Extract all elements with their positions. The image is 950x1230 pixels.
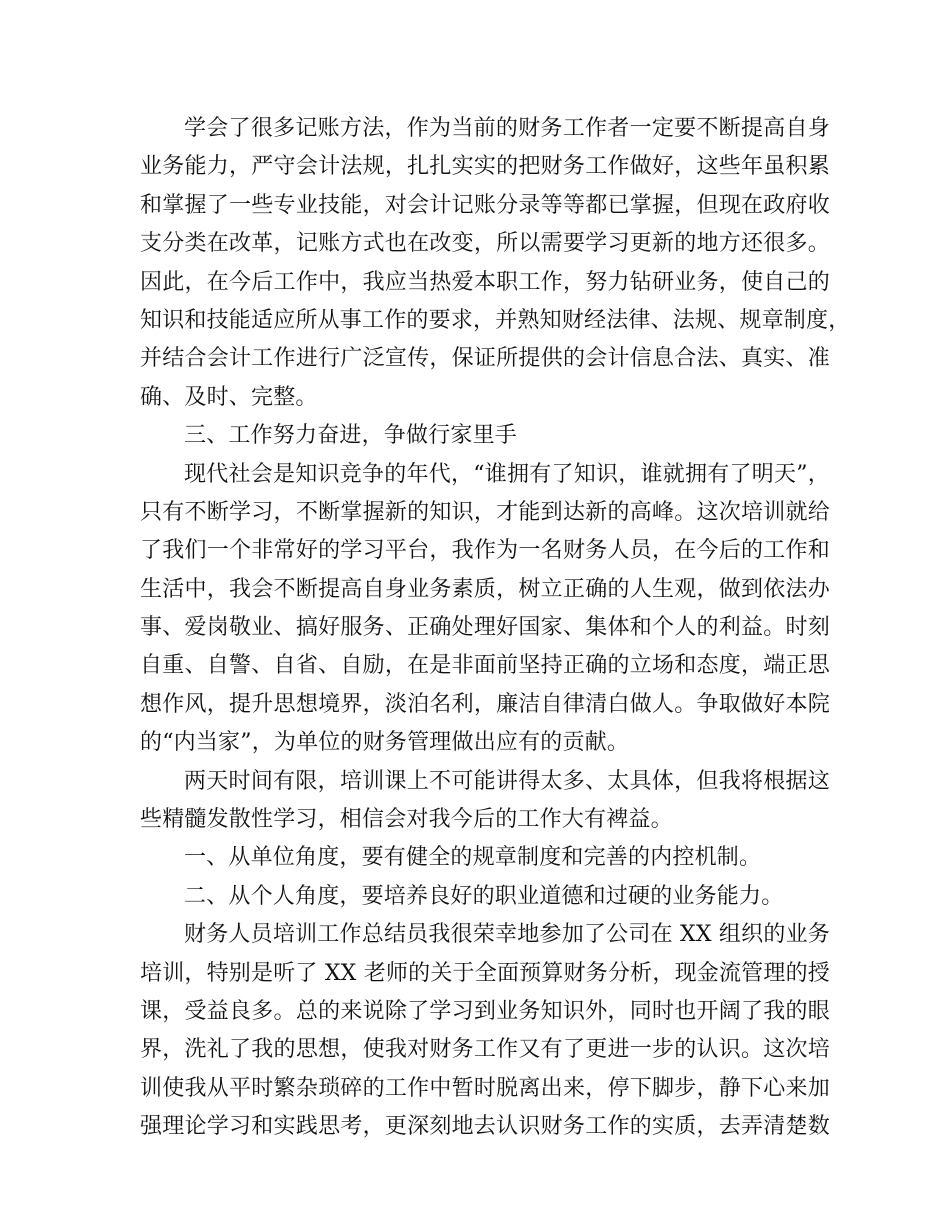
text-line: 财务人员培训工作总结员我很荣幸地参加了公司在 XX 组织的业务 xyxy=(184,922,830,948)
document-body xyxy=(140,110,851,1147)
text-line: 想作风，提升思想境界，淡泊名利，廉洁自律清白做人。争取做好本院 xyxy=(140,691,830,717)
text-line: 了我们一个非常好的学习平台，我作为一名财务人员，在今后的工作和 xyxy=(140,538,830,564)
text-line: 确、及时、完整。 xyxy=(140,384,318,410)
text-line: 只有不断学习，不断掌握新的知识，才能到达新的高峰。这次培训就给 xyxy=(140,499,830,525)
text-line: 和掌握了一些专业技能，对会计记账分录等等都已掌握，但现在政府收 xyxy=(140,192,830,218)
text-line: 支分类在改革，记账方式也在改变，所以需要学习更新的地方还很多。 xyxy=(140,231,830,257)
text-line: 业务能力，严守会计法规，扎扎实实的把财务工作做好，这些年虽积累 xyxy=(140,154,830,180)
text-line: 三、工作努力奋进，争做行家里手 xyxy=(184,423,518,449)
text-line: 现代社会是知识竞争的年代，“谁拥有了知识，谁就拥有了明天”， xyxy=(184,461,830,487)
text-line: 生活中，我会不断提高自身业务素质，树立正确的人生观，做到依法办 xyxy=(140,576,830,602)
text-line: 两天时间有限，培训课上不可能讲得太多、太具体，但我将根据这 xyxy=(184,768,830,794)
text-line: 知识和技能适应所从事工作的要求，并熟知财经法律、法规、规章制度， xyxy=(140,307,851,333)
text-line: 强理论学习和实践思考，更深刻地去认识财务工作的实质，去弄清楚数 xyxy=(140,1114,830,1140)
text-line: 二、从个人角度，要培养良好的职业道德和过硬的业务能力。 xyxy=(184,883,784,909)
text-line: 些精髓发散性学习，相信会对我今后的工作大有裨益。 xyxy=(140,807,673,833)
text-line: 一、从单位角度，要有健全的规章制度和完善的内控机制。 xyxy=(184,845,762,871)
text-line: 因此，在今后工作中，我应当热爱本职工作，努力钻研业务，使自己的 xyxy=(140,269,830,295)
text-line: 界，洗礼了我的思想，使我对财务工作又有了更进一步的认识。这次培 xyxy=(140,1037,830,1063)
text-line: 并结合会计工作进行广泛宣传，保证所提供的会计信息合法、真实、准 xyxy=(140,346,830,372)
text-line: 培训，特别是听了 XX 老师的关于全面预算财务分析，现金流管理的授 xyxy=(140,960,830,986)
text-line: 训使我从平时繁杂琐碎的工作中暂时脱离出来，停下脚步，静下心来加 xyxy=(140,1075,830,1101)
text-line: 学会了很多记账方法，作为当前的财务工作者一定要不断提高自身 xyxy=(184,116,830,141)
text-line: 课，受益良多。总的来说除了学习到业务知识外，同时也开阔了我的眼 xyxy=(140,998,830,1024)
text-line: 事、爱岗敬业、搞好服务、正确处理好国家、集体和个人的利益。时刻 xyxy=(140,615,830,641)
text-line: 的“内当家”，为单位的财务管理做出应有的贡献。 xyxy=(140,730,630,756)
text-line: 自重、自警、自省、自励，在是非面前坚持正确的立场和态度，端正思 xyxy=(140,653,830,679)
